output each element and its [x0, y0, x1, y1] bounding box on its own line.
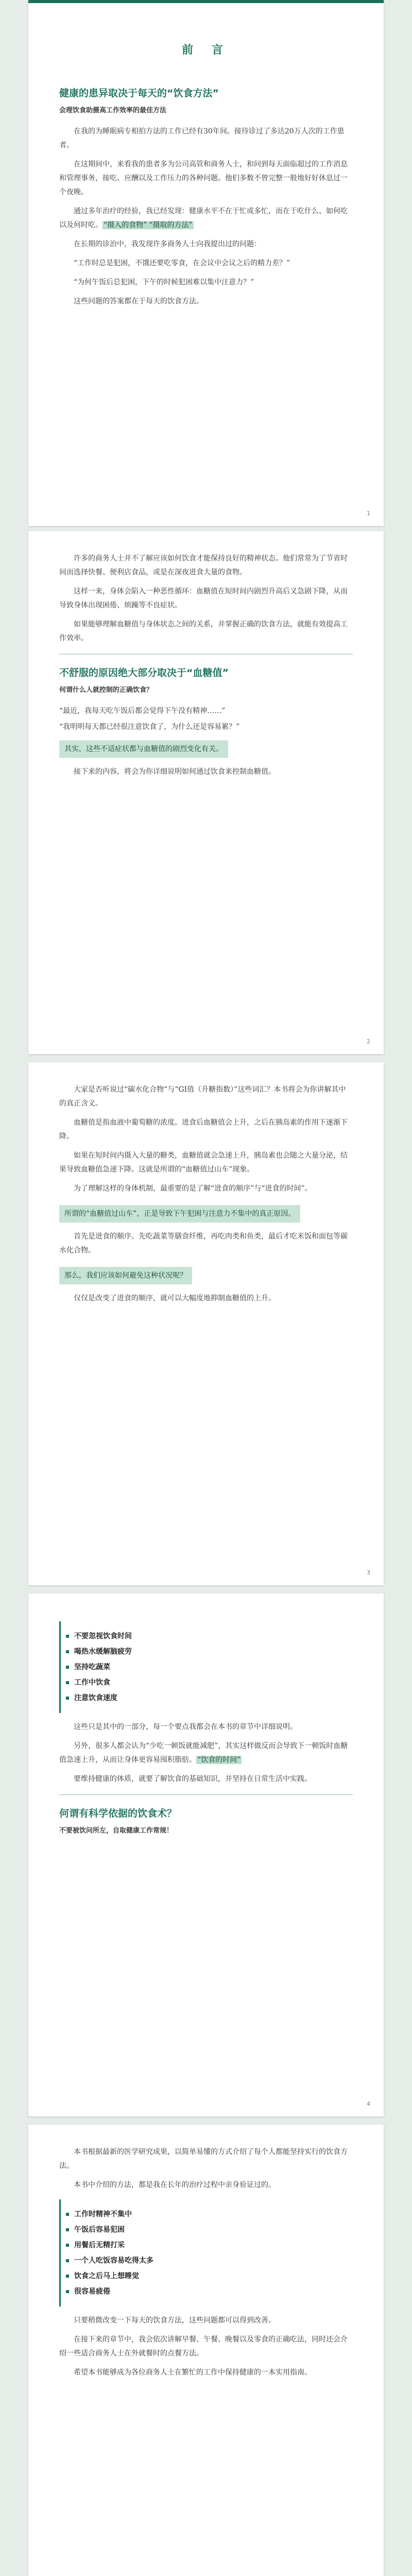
bullet-list	[59, 1621, 353, 1713]
key-point: 其实，这些不适症状都与血糖值的剧烈变化有关。	[59, 740, 228, 758]
list-item: 坚持吃蔬菜	[65, 1659, 353, 1675]
page-number: 3	[367, 1569, 370, 1576]
list-item: 喝热水缓解脑疲劳	[65, 1644, 353, 1659]
paragraph: 这样一来，身体会陷入一种恶性循环：血糖值在短时间内剧烈升高后又急剧下降，从而导致身体出现困倦、烦躁等不良症状。	[59, 587, 348, 609]
list-item: 饮食之后马上想睡觉	[65, 2268, 353, 2284]
key-point: 所谓的“血糖值过山车”，正是导致下午犯困与注意力不集中的真正原因。	[59, 1205, 300, 1223]
page-5	[28, 2125, 384, 2576]
highlight-text: “饮食的时间”	[197, 1756, 241, 1764]
page-number: 4	[367, 2100, 370, 2107]
paragraph: “工作时总是犯困，不饿还要吃零食，在会议中会议之后的精力差？”	[74, 259, 290, 267]
paragraph: 首先是进食的顺序。先吃蔬菜等膳食纤维，再吃肉类和鱼类，最后才吃米饭和面包等碳水化合物。	[59, 1232, 348, 1255]
paragraph: 本书中介绍的方法，都是我在长年的治疗过程中亲身验证过的。	[74, 2181, 276, 2189]
page-3	[28, 1062, 384, 1585]
paragraph: 这些问题的答案都在于每天的饮食方法。	[74, 297, 203, 306]
paragraph-text: 另外，很多人都会认为“少吃一顿饭就能减肥”，其实这样做反而会导致下一顿饭时血糖值急速上升，从而让身体更容易囤积脂肪。	[59, 1742, 348, 1764]
list-item: 用餐后无精打采	[65, 2238, 353, 2253]
paragraph: 在长期的诊治中，我发现许多商务人士向我提出过的问题：	[74, 240, 261, 248]
highlight-text: “摄入的食物”	[104, 221, 147, 229]
list-item: 注意饮食速度	[65, 1690, 353, 1706]
paragraph-text: 通过多年治疗的经验，我已经发现：健康水平不在于忙或多忙，而在于吃什么、如何吃以及何时吃。	[59, 207, 348, 229]
bullet-list	[59, 2199, 353, 2307]
paragraph: 血糖值是指血液中葡萄糖的浓度。进食后血糖值会上升，之后在胰岛素的作用下逐渐下降。	[59, 1118, 348, 1141]
list-item: 一个人吃饭容易吃得太多	[65, 2253, 353, 2268]
section-subtitle-2: 何谓什么人就控制的正确饮食？	[59, 686, 153, 694]
section-title-3: 何谓有科学依据的饮食术？	[59, 1808, 177, 1819]
list-item: 工作时精神不集中	[65, 2207, 353, 2222]
list-item: 午饭后容易犯困	[65, 2222, 353, 2238]
paragraph: 大家是否听说过“碳水化合物”与“GI值（升糖指数）”这些词汇？本书将会为你讲解其中的真正含义。	[59, 1086, 346, 1108]
section-title-1: 健康的患异取决于每天的“饮食方法”	[59, 88, 219, 99]
paragraph: 在我的为睡眠病专相拍方法的工作已经有30年间。接待诊过了多达20万人次的工作患者。	[59, 127, 345, 149]
page-number: 2	[367, 1038, 370, 1045]
divider	[59, 1794, 353, 1795]
paragraph: 仅仅是改变了进食的顺序，就可以大幅度地抑制血糖值的上升。	[74, 1294, 276, 1302]
page-1	[28, 0, 384, 526]
list-item: 很容易疲倦	[65, 2284, 353, 2299]
paragraph: 接下来的内容，将会为你详细说明如何通过饮食来控制血糖值。	[74, 768, 276, 776]
quote: “最近，我每天吃午饭后都会觉得下午没有精神……”	[59, 707, 226, 715]
paragraph: 在接下来的章节中，我会依次讲解早餐、午餐、晚餐以及零食的正确吃法，同时还会介绍一些适合商务人士在外就餐时的点餐方法。	[59, 2335, 348, 2358]
highlight-text: “摄取的方法”	[149, 221, 193, 229]
section-title-2: 不舒服的原因绝大部分取决于“血糖值”	[59, 667, 229, 679]
paragraph: 要维持健康的体质，就要了解饮食的基础知识，并坚持在日常生活中实践。	[74, 1775, 312, 1783]
paragraph: 许多的商务人士并不了解应该如何饮食才能保持良好的精神状态。他们常常为了节省时间而选择快餐、便利店食品，或是在深夜进食大量的食物。	[59, 554, 348, 577]
paragraph: 希望本书能够成为各位商务人士在繁忙的工作中保持健康的一本实用指南。	[74, 2368, 312, 2377]
paragraph	[59, 1739, 353, 1767]
page-4	[28, 1594, 384, 2116]
paragraph: 如果能够理解血糖值与身体状态之间的关系，并掌握正确的饮食方法，就能有效提高工作效率。	[59, 620, 348, 642]
key-point: 那么，我们应该如何避免这种状况呢？	[59, 1267, 192, 1284]
list-item: 不要忽视饮食时间	[65, 1629, 353, 1644]
page-number: 1	[367, 510, 370, 517]
paragraph: 这些只是其中的一部分，每一个要点我都会在本书的章节中详细说明。	[74, 1723, 297, 1731]
paragraph: 如果在短时间内摄入大量的糖类，血糖值就会急速上升，胰岛素也会随之大量分泌，结果导致血糖值急速下降。这就是所谓的“血糖值过山车”现象。	[59, 1151, 348, 1174]
section-subtitle-3: 不要被饮问所左，自取健康工作常规！	[59, 1827, 174, 1835]
paragraph: 为了理解这样的身体机制，最重要的是了解“进食的顺序”与“进食的时间”。	[74, 1184, 312, 1193]
preface-title: 前 言	[182, 44, 230, 57]
paragraph: “为何午饭后总犯困，下午的时候犯困难以集中注意力？”	[74, 278, 254, 286]
page-2	[28, 531, 384, 1054]
paragraph: 只要稍微改变一下每天的饮食方法，这些问题都可以得到改善。	[74, 2316, 276, 2325]
paragraph: 本书根据最新的医学研究成果，以简单易懂的方式介绍了每个人都能坚持实行的饮食方法。	[59, 2148, 348, 2170]
quote: “我明明每天都已经很注意饮食了，为什么还是容易累？”	[59, 723, 240, 731]
list-item: 工作中饮食	[65, 1675, 353, 1690]
paragraph: 在这期间中，来看我的患者多为公司高管和商务人士，和问到每天面临超过的工作消息和管理事务，接吃、应酬以及工作压力的各种问题。他们多数不曾完整一般地好好休息过一个夜晚。	[59, 160, 348, 196]
paragraph	[59, 205, 353, 232]
section-subtitle-1: 会理饮食助摄高工作效率的最佳方法	[59, 107, 167, 114]
